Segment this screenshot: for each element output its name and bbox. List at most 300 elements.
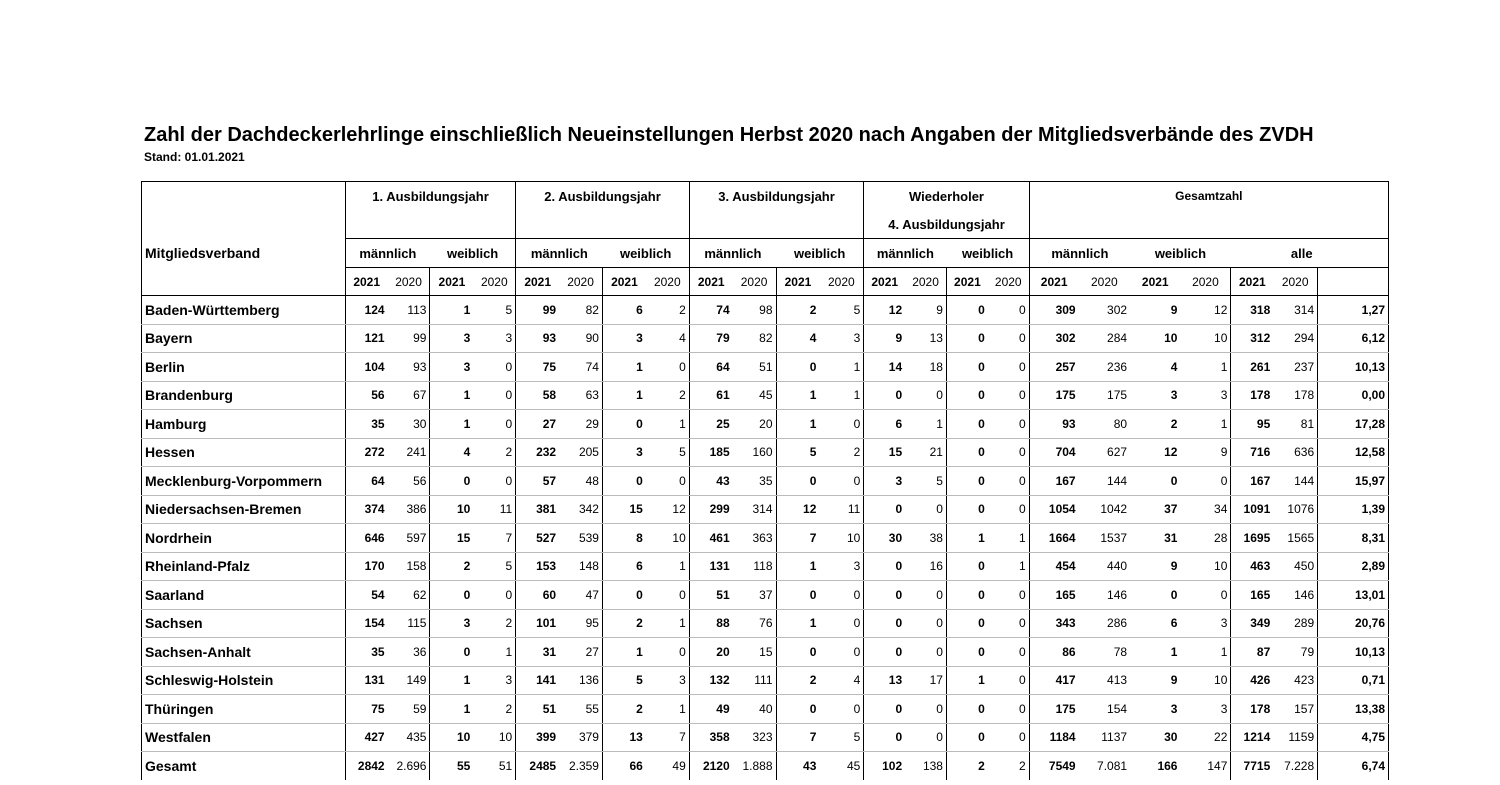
table-cell: 13,01	[1318, 581, 1389, 610]
table-cell: 1	[602, 353, 645, 382]
table-cell: 93	[516, 324, 559, 353]
table-cell: 379	[559, 723, 602, 752]
table-row	[142, 638, 1389, 667]
table-cell: 314	[733, 495, 776, 524]
table-row	[142, 324, 1389, 353]
table-cell: 323	[733, 723, 776, 752]
table-cell: 51	[473, 752, 515, 781]
table-cell: 0	[864, 552, 905, 581]
table-cell: 45	[819, 752, 863, 781]
table-cell: 5	[905, 467, 946, 496]
apprentice-table	[141, 181, 1389, 780]
table-cell: 1042	[1079, 495, 1130, 524]
year-header: 2020	[559, 268, 602, 296]
table-cell: 93	[388, 353, 430, 382]
table-cell: 34	[1180, 495, 1230, 524]
table-cell: 426	[1231, 666, 1273, 695]
table-cell: 0	[946, 438, 987, 467]
table-cell: 31	[516, 638, 559, 667]
table-cell: 1	[602, 638, 645, 667]
year-header: 2020	[1273, 268, 1317, 296]
table-cell: 1	[430, 666, 473, 695]
year-header: 2020	[905, 268, 946, 296]
table-cell: 0	[430, 581, 473, 610]
table-cell: 136	[559, 666, 602, 695]
table-cell: 299	[689, 495, 732, 524]
table-cell: 3	[1180, 695, 1230, 724]
table-cell: 144	[1273, 467, 1317, 496]
table-cell: 1137	[1079, 723, 1130, 752]
table-cell: 10	[430, 723, 473, 752]
table-cell: 0	[946, 324, 987, 353]
row-header-label: Mitgliedsverband	[142, 239, 346, 268]
table-cell: 99	[388, 324, 430, 353]
table-cell: 2,89	[1318, 552, 1389, 581]
table-cell: 539	[559, 524, 602, 553]
table-cell: 2	[819, 438, 863, 467]
table-cell: 56	[388, 467, 430, 496]
row-name: Saarland	[142, 581, 346, 610]
row-name: Nordrhein	[142, 524, 346, 553]
table-cell: 4	[776, 324, 819, 353]
table-cell: 1184	[1029, 723, 1078, 752]
table-cell: 0	[646, 581, 689, 610]
table-cell: 0	[946, 353, 987, 382]
table-cell: 0	[819, 467, 863, 496]
table-cell: 0	[988, 381, 1029, 410]
table-cell: 154	[345, 609, 387, 638]
table-cell: 1159	[1273, 723, 1317, 752]
table-cell: 417	[1029, 666, 1078, 695]
corner-cell	[142, 182, 346, 211]
table-cell: 12	[776, 495, 819, 524]
table-cell: 8,31	[1318, 524, 1389, 553]
table-row	[142, 353, 1389, 382]
table-cell: 37	[1130, 495, 1180, 524]
table-cell: 131	[345, 666, 387, 695]
table-cell: 16	[905, 552, 946, 581]
table-cell: 1	[776, 552, 819, 581]
table-cell: 1,27	[1318, 296, 1389, 325]
table-cell: 0	[776, 695, 819, 724]
table-cell: 435	[388, 723, 430, 752]
table-cell: 12	[864, 296, 905, 325]
table-cell: 175	[1029, 381, 1078, 410]
table-cell: 111	[733, 666, 776, 695]
table-cell: 3	[602, 324, 645, 353]
table-cell: 0	[819, 581, 863, 610]
table-cell: 90	[559, 324, 602, 353]
table-cell: 30	[388, 410, 430, 439]
table-cell: 3	[430, 609, 473, 638]
table-cell: 11	[819, 495, 863, 524]
table-cell: 1	[646, 695, 689, 724]
table-cell: 51	[689, 581, 732, 610]
table-cell: 1	[776, 381, 819, 410]
table-cell: 5	[819, 723, 863, 752]
table-cell: 1	[1180, 353, 1230, 382]
table-cell: 147	[1180, 752, 1230, 781]
table-cell: 4,75	[1318, 723, 1389, 752]
table-cell: 1	[473, 638, 515, 667]
row-name: Schleswig-Holstein	[142, 666, 346, 695]
table-cell: 121	[345, 324, 387, 353]
table-cell: 716	[1231, 438, 1273, 467]
table-cell: 10	[1180, 552, 1230, 581]
table-cell: 318	[1231, 296, 1273, 325]
table-cell: 154	[1079, 695, 1130, 724]
table-cell: 284	[1079, 324, 1130, 353]
year-header: 2020	[1079, 268, 1130, 296]
year-header: 2021	[946, 268, 987, 296]
year-header: 2020	[733, 268, 776, 296]
table-cell: 167	[1231, 467, 1273, 496]
table-cell: 1054	[1029, 495, 1078, 524]
table-cell: 2	[602, 695, 645, 724]
table-cell: 148	[559, 552, 602, 581]
table-cell: 399	[516, 723, 559, 752]
table-cell: 78	[1079, 638, 1130, 667]
table-row	[142, 467, 1389, 496]
table-cell: 0	[819, 609, 863, 638]
table-cell: 10	[1130, 324, 1180, 353]
table-cell: 1	[905, 410, 946, 439]
table-cell: 138	[905, 752, 946, 781]
table-row	[142, 495, 1389, 524]
table-cell: 20	[689, 638, 732, 667]
table-cell: 10	[1180, 666, 1230, 695]
table-cell: 178	[1231, 381, 1273, 410]
table-cell: 113	[388, 296, 430, 325]
table-cell: 1	[430, 410, 473, 439]
table-cell: 0	[905, 495, 946, 524]
table-cell: 6	[864, 410, 905, 439]
table-cell: 10	[473, 723, 515, 752]
table-cell: 1	[819, 381, 863, 410]
year-header: 2021	[1029, 268, 1078, 296]
table-row	[142, 581, 1389, 610]
table-cell: 36	[388, 638, 430, 667]
table-cell: 17,28	[1318, 410, 1389, 439]
table-cell: 1	[1180, 638, 1230, 667]
table-cell: 1	[946, 666, 987, 695]
table-cell: 60	[516, 581, 559, 610]
row-name: Hamburg	[142, 410, 346, 439]
table-cell: 54	[345, 581, 387, 610]
table-cell: 30	[1130, 723, 1180, 752]
table-cell: 9	[864, 324, 905, 353]
table-cell: 2	[946, 752, 987, 781]
table-cell: 0	[988, 723, 1029, 752]
table-cell: 413	[1079, 666, 1130, 695]
table-cell: 312	[1231, 324, 1273, 353]
table-cell: 9	[1130, 666, 1180, 695]
table-cell: 0	[905, 695, 946, 724]
table-cell: 25	[689, 410, 732, 439]
table-cell: 3	[430, 353, 473, 382]
table-cell: 35	[345, 638, 387, 667]
table-cell: 2	[646, 296, 689, 325]
table-cell: 49	[646, 752, 689, 781]
table-cell: 1	[646, 552, 689, 581]
table-cell: 0	[430, 638, 473, 667]
table-cell: 10	[819, 524, 863, 553]
table-cell: 440	[1079, 552, 1130, 581]
table-cell: 67	[388, 381, 430, 410]
table-cell: 43	[689, 467, 732, 496]
year-header: 2021	[1231, 268, 1273, 296]
table-cell: 527	[516, 524, 559, 553]
row-name: Bayern	[142, 324, 346, 353]
table-cell: 232	[516, 438, 559, 467]
table-cell: 27	[559, 638, 602, 667]
table-cell: 309	[1029, 296, 1078, 325]
table-cell: 12	[1130, 438, 1180, 467]
table-cell: 20	[733, 410, 776, 439]
table-cell: 0	[988, 467, 1029, 496]
sex-header: männlich	[864, 239, 947, 268]
table-row	[142, 552, 1389, 581]
table-cell: 3	[1130, 695, 1180, 724]
table-cell: 82	[559, 296, 602, 325]
table-cell: 381	[516, 495, 559, 524]
sex-header: weiblich	[602, 239, 689, 268]
table-cell: 0	[946, 381, 987, 410]
row-name: Berlin	[142, 353, 346, 382]
year-header: 2020	[988, 268, 1029, 296]
table-cell: 0	[905, 609, 946, 638]
table-cell: 0	[602, 410, 645, 439]
table-cell: 167	[1029, 467, 1078, 496]
table-cell: 55	[559, 695, 602, 724]
table-cell: 0	[946, 495, 987, 524]
table-cell: 0	[988, 353, 1029, 382]
row-name: Baden-Württemberg	[142, 296, 346, 325]
sex-header: männlich	[516, 239, 603, 268]
table-cell: 12,58	[1318, 438, 1389, 467]
year-header: 2021	[516, 268, 559, 296]
table-cell: 0,71	[1318, 666, 1389, 695]
row-name: Thüringen	[142, 695, 346, 724]
table-cell: 636	[1273, 438, 1317, 467]
table-cell: 236	[1079, 353, 1130, 382]
table-cell: 75	[516, 353, 559, 382]
table-cell: 704	[1029, 438, 1078, 467]
table-cell: 0	[946, 609, 987, 638]
table-cell: 2.359	[559, 752, 602, 781]
table-cell: 0	[988, 695, 1029, 724]
table-cell: 47	[559, 581, 602, 610]
table-cell: 98	[733, 296, 776, 325]
table-cell: 27	[516, 410, 559, 439]
sex-header: männlich	[689, 239, 776, 268]
sex-header: weiblich	[1130, 239, 1231, 268]
table-cell: 7	[473, 524, 515, 553]
row-name: Mecklenburg-Vorpommern	[142, 467, 346, 496]
table-cell: 88	[689, 609, 732, 638]
table-cell: 0	[819, 695, 863, 724]
table-cell: 58	[516, 381, 559, 410]
table-cell: 0	[905, 723, 946, 752]
table-cell: 1	[776, 410, 819, 439]
table-cell: 0	[819, 410, 863, 439]
table-cell: 314	[1273, 296, 1317, 325]
table-cell: 2	[430, 552, 473, 581]
table-cell: 153	[516, 552, 559, 581]
table-cell: 9	[1130, 552, 1180, 581]
table-cell: 57	[516, 467, 559, 496]
table-cell: 158	[388, 552, 430, 581]
table-cell: 149	[388, 666, 430, 695]
table-cell: 13,38	[1318, 695, 1389, 724]
table-cell: 2	[473, 695, 515, 724]
table-cell: 13	[905, 324, 946, 353]
table-cell: 0	[1130, 467, 1180, 496]
table-cell: 289	[1273, 609, 1317, 638]
table-cell: 0,00	[1318, 381, 1389, 410]
table-cell: 2485	[516, 752, 559, 781]
year-header: 2021	[689, 268, 732, 296]
table-cell: 178	[1273, 381, 1317, 410]
table-cell: 0	[864, 381, 905, 410]
table-cell: 2.696	[388, 752, 430, 781]
table-cell: 2842	[345, 752, 387, 781]
table-cell: 20,76	[1318, 609, 1389, 638]
table-cell: 241	[388, 438, 430, 467]
table-cell: 5	[819, 296, 863, 325]
table-cell: 35	[345, 410, 387, 439]
table-cell: 7715	[1231, 752, 1273, 781]
table-cell: 76	[733, 609, 776, 638]
table-cell: 9	[905, 296, 946, 325]
table-cell: 257	[1029, 353, 1078, 382]
table-cell: 38	[905, 524, 946, 553]
table-cell: 3	[1130, 381, 1180, 410]
table-cell: 1	[988, 524, 1029, 553]
table-cell: 0	[646, 353, 689, 382]
table-cell: 146	[1273, 581, 1317, 610]
table-cell: 131	[689, 552, 732, 581]
row-name: Sachsen	[142, 609, 346, 638]
table-cell: 9	[1180, 438, 1230, 467]
table-cell: 37	[733, 581, 776, 610]
table-cell: 0	[988, 638, 1029, 667]
table-cell: 261	[1231, 353, 1273, 382]
table-cell: 597	[388, 524, 430, 553]
table-cell: 0	[1130, 581, 1180, 610]
table-cell: 6,12	[1318, 324, 1389, 353]
table-cell: 12	[646, 495, 689, 524]
table-cell: 0	[988, 666, 1029, 695]
table-cell: 1	[776, 609, 819, 638]
table-cell: 7	[776, 723, 819, 752]
table-cell: 124	[345, 296, 387, 325]
table-cell: 101	[516, 609, 559, 638]
table-cell: 5	[473, 296, 515, 325]
table-cell: 0	[905, 381, 946, 410]
table-cell: 0	[988, 609, 1029, 638]
table-row	[142, 524, 1389, 553]
table-cell: 74	[689, 296, 732, 325]
table-cell: 0	[473, 410, 515, 439]
group-header: 1. Ausbildungsjahr	[345, 182, 515, 211]
page-subtitle: Stand: 01.01.2021	[144, 150, 245, 164]
table-cell: 1214	[1231, 723, 1273, 752]
table-cell: 1	[430, 381, 473, 410]
table-cell: 1	[1130, 638, 1180, 667]
table-cell: 86	[1029, 638, 1078, 667]
table-cell: 0	[776, 467, 819, 496]
table-cell: 95	[1231, 410, 1273, 439]
table-cell: 0	[864, 695, 905, 724]
table-row	[142, 609, 1389, 638]
table-cell: 4	[646, 324, 689, 353]
table-cell: 627	[1079, 438, 1130, 467]
table-cell: 74	[559, 353, 602, 382]
table-cell: 45	[733, 381, 776, 410]
table-cell: 64	[689, 353, 732, 382]
table-cell: 7.228	[1273, 752, 1317, 781]
table-cell: 358	[689, 723, 732, 752]
table-cell: 5	[602, 666, 645, 695]
table-cell: 14	[864, 353, 905, 382]
year-header: 2020	[819, 268, 863, 296]
table-row	[142, 752, 1389, 781]
table-cell: 2	[776, 666, 819, 695]
table-cell: 1076	[1273, 495, 1317, 524]
table-cell: 0	[988, 410, 1029, 439]
table-cell: 2	[776, 296, 819, 325]
table-cell: 0	[473, 467, 515, 496]
table-cell: 7.081	[1079, 752, 1130, 781]
table-cell: 0	[473, 381, 515, 410]
year-header: 2021	[430, 268, 473, 296]
table-cell: 461	[689, 524, 732, 553]
table-cell: 0	[946, 695, 987, 724]
table-cell: 56	[345, 381, 387, 410]
table-cell: 175	[1079, 381, 1130, 410]
table-cell: 7549	[1029, 752, 1078, 781]
table-cell: 79	[1273, 638, 1317, 667]
table-cell: 0	[430, 467, 473, 496]
sex-header: männlich	[1029, 239, 1130, 268]
table-cell: 12	[1180, 296, 1230, 325]
table-cell: 10	[430, 495, 473, 524]
table-cell: 0	[946, 723, 987, 752]
table-cell: 165	[1231, 581, 1273, 610]
table-cell: 59	[388, 695, 430, 724]
year-header: 2020	[1180, 268, 1230, 296]
table-cell: 0	[946, 638, 987, 667]
table-cell: 17	[905, 666, 946, 695]
table-cell: 0	[1180, 581, 1230, 610]
table-row	[142, 381, 1389, 410]
table-row	[142, 723, 1389, 752]
table-cell: 0	[473, 353, 515, 382]
table-cell: 363	[733, 524, 776, 553]
table-cell: 49	[689, 695, 732, 724]
table-cell: 141	[516, 666, 559, 695]
table-cell: 0	[819, 638, 863, 667]
table-cell: 0	[473, 581, 515, 610]
table-cell: 0	[946, 467, 987, 496]
group-header: 3. Ausbildungsjahr	[689, 182, 864, 211]
table-cell: 3	[864, 467, 905, 496]
table-cell: 286	[1079, 609, 1130, 638]
table-cell: 0	[776, 353, 819, 382]
table-cell: 2	[988, 752, 1029, 781]
table-cell: 1695	[1231, 524, 1273, 553]
